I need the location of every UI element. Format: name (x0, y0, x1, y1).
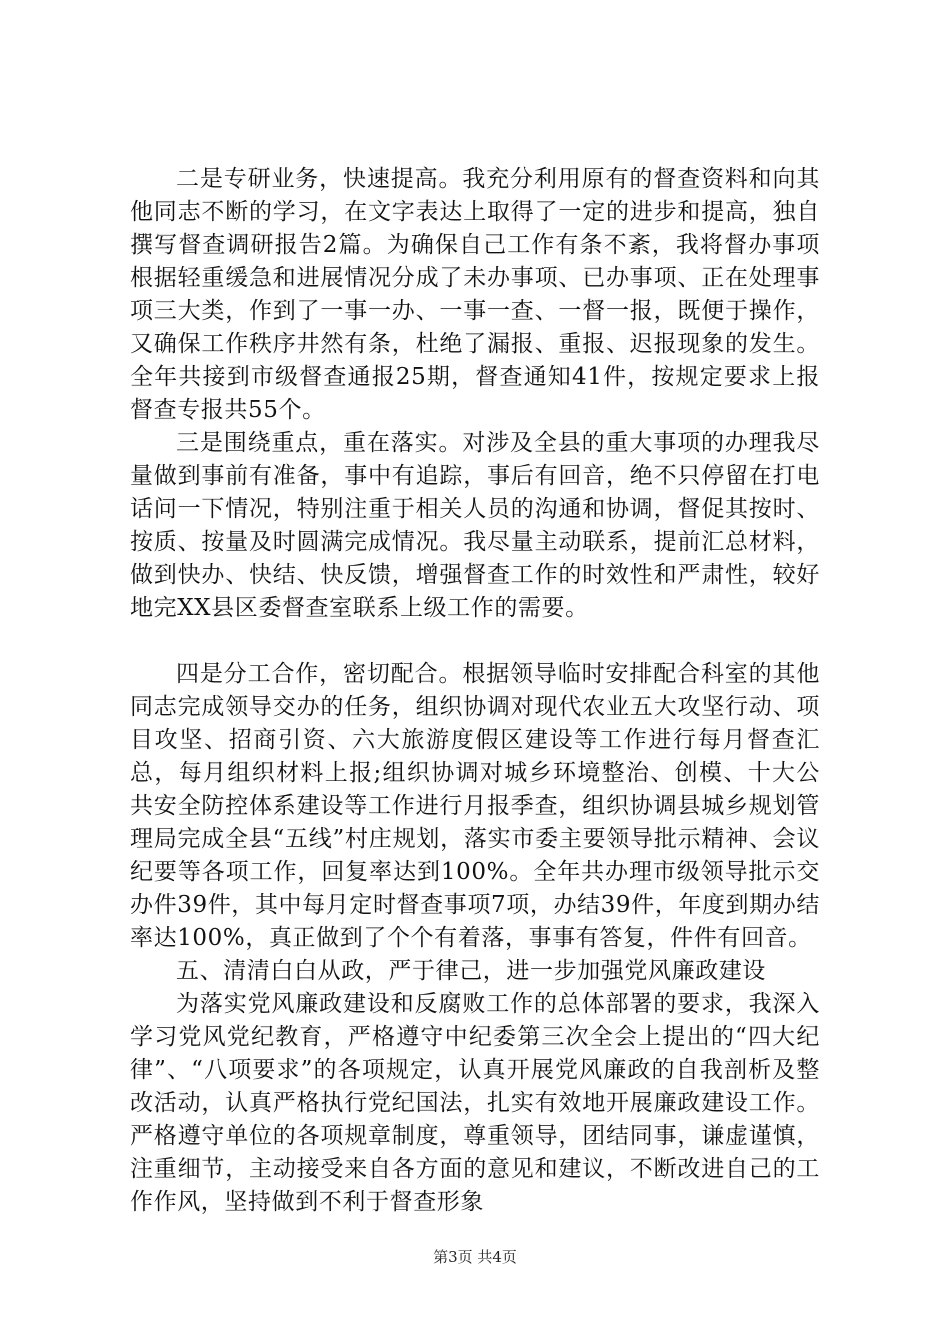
page-footer: 第3页 共4页 (433, 1248, 517, 1266)
paragraph-focus-implementation: 三是围绕重点，重在落实。对涉及全县的重大事项的办理我尽量做到事前有准备，事中有追踪，事后有回音，绝不只停留在打电话问一下情况，特别注重于相关人员的沟通和协调，督促其按时、按质、按量及时圆满完成情况。我尽量主动联系，提前汇总材料，做到快办、快结、快反馈，增强督查工作的时效性和严肃性，较好地完XX县区委督查室联系上级工作的需要。 (130, 430, 820, 621)
paragraph-integrity: 为落实党风廉政建设和反腐败工作的总体部署的要求，我深入学习党风党纪教育，严格遵守中纪委第三次全会上提出的“四大纪律”、“八项要求”的各项规定，认真开展党风廉政的自我剖析及整改活动，认真严格执行党纪国法，扎实有效地开展廉政建设工作。严格遵守单位的各项规章制度，尊重领导，团结同事，谦虚谨慎，注重细节，主动接受来自各方面的意见和建议，不断改进自己的工作作风，坚持做到不利于督查形象 (130, 991, 820, 1215)
paragraph-cooperation: 四是分工合作，密切配合。根据领导临时安排配合科室的其他同志完成领导交办的任务，组织协调对现代农业五大攻坚行动、项目攻坚、招商引资、六大旅游度假区建设等工作进行每月督查汇总，每月组织材料上报;组织协调对城乡环境整治、创模、十大公共安全防控体系建设等工作进行月报季查，组织协调县城乡规划管理局完成全县“五线”村庄规划，落实市委主要领导批示精神、会议纪要等各项工作，回复率达到100%。全年共办理市级领导批示交办件39件，其中每月定时督查事项7项，办结39件，年度到期办结率达100%，真正做到了个个有着落，事事有答复，件件有回音。 (130, 661, 820, 951)
paragraph-specialized-study: 二是专研业务，快速提高。我充分利用原有的督查资料和向其他同志不断的学习，在文字表达上取得了一定的进步和提高，独自撰写督查调研报告2篇。为确保自己工作有条不紊，我将督办事项根据轻重缓急和进展情况分成了未办事项、已办事项、正在处理事项三大类，作到了一事一办、一事一查、一督一报，既便于操作，又确保工作秩序井然有条，杜绝了漏报、重报、迟报现象的发生。全年共接到市级督查通报25期，督查通知41件，按规定要求上报督查专报共55个。 (130, 166, 820, 423)
section-heading-integrity: 五、清清白白从政，严于律己，进一步加强党风廉政建设 (176, 958, 766, 984)
document-body (130, 163, 820, 1219)
